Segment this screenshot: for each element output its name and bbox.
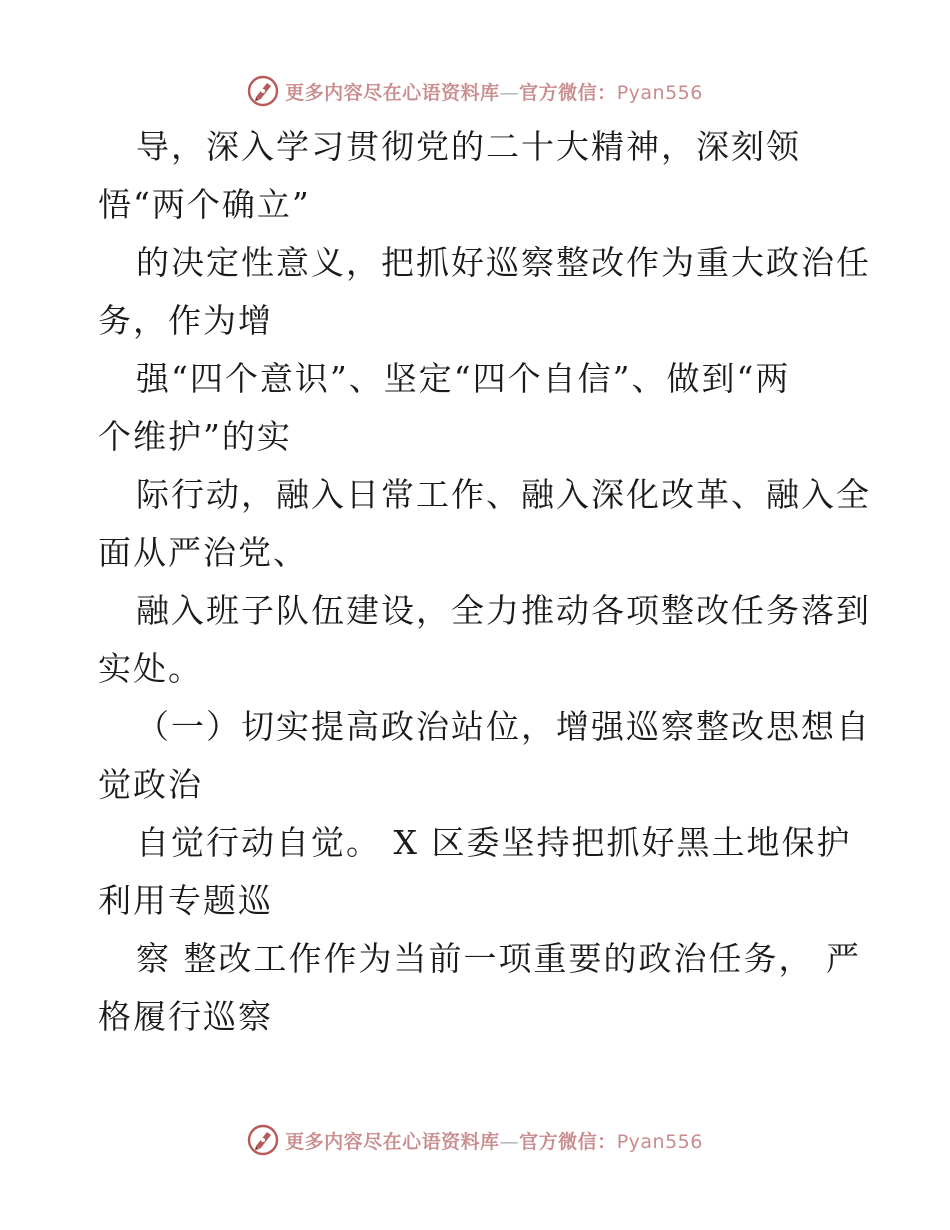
body-line: （一）切实提高政治站位，增强巡察整改思想自 <box>136 707 871 746</box>
body-line: 实处。 <box>98 649 203 688</box>
body-line: 利用专题巡 <box>98 881 273 920</box>
body-line: 个维护”的实 <box>98 417 292 456</box>
body-line: 融入班子队伍建设，全力推动各项整改任务落到 <box>136 591 871 630</box>
pen-circle-logo-icon <box>247 75 279 107</box>
body-line: 务，作为增 <box>98 301 273 340</box>
body-line: 面从严治党、 <box>98 533 308 572</box>
body-line: 自觉行动自觉。 X 区委坚持把抓好黑土地保护 <box>136 823 852 862</box>
body-line: 格履行巡察 <box>98 997 273 1036</box>
body-line: 导，深入学习贯彻党的二十大精神，深刻领 <box>136 127 801 166</box>
body-line: 悟“两个确立” <box>98 185 311 224</box>
body-line: 强“四个意识”、坚定“四个自信”、做到“两 <box>136 359 791 398</box>
body-line: 觉政治 <box>98 765 203 804</box>
watermark-text: 更多内容尽在心语资料库—官方微信：Pyan556 <box>285 81 703 104</box>
body-line: 察 整改工作作为当前一项重要的政治任务， 严 <box>136 939 861 978</box>
body-line: 的决定性意义，把抓好巡察整改作为重大政治任 <box>136 243 871 282</box>
watermark-text: 更多内容尽在心语资料库—官方微信：Pyan556 <box>285 1130 703 1153</box>
body-line: 际行动，融入日常工作、融入深化改革、融入全 <box>136 475 871 514</box>
footer-watermark <box>0 1120 950 1160</box>
header-watermark <box>0 71 950 111</box>
watermark-group <box>247 75 703 107</box>
pen-circle-logo-icon <box>247 1124 279 1156</box>
watermark-group <box>247 1124 703 1156</box>
document-body <box>98 118 871 1046</box>
